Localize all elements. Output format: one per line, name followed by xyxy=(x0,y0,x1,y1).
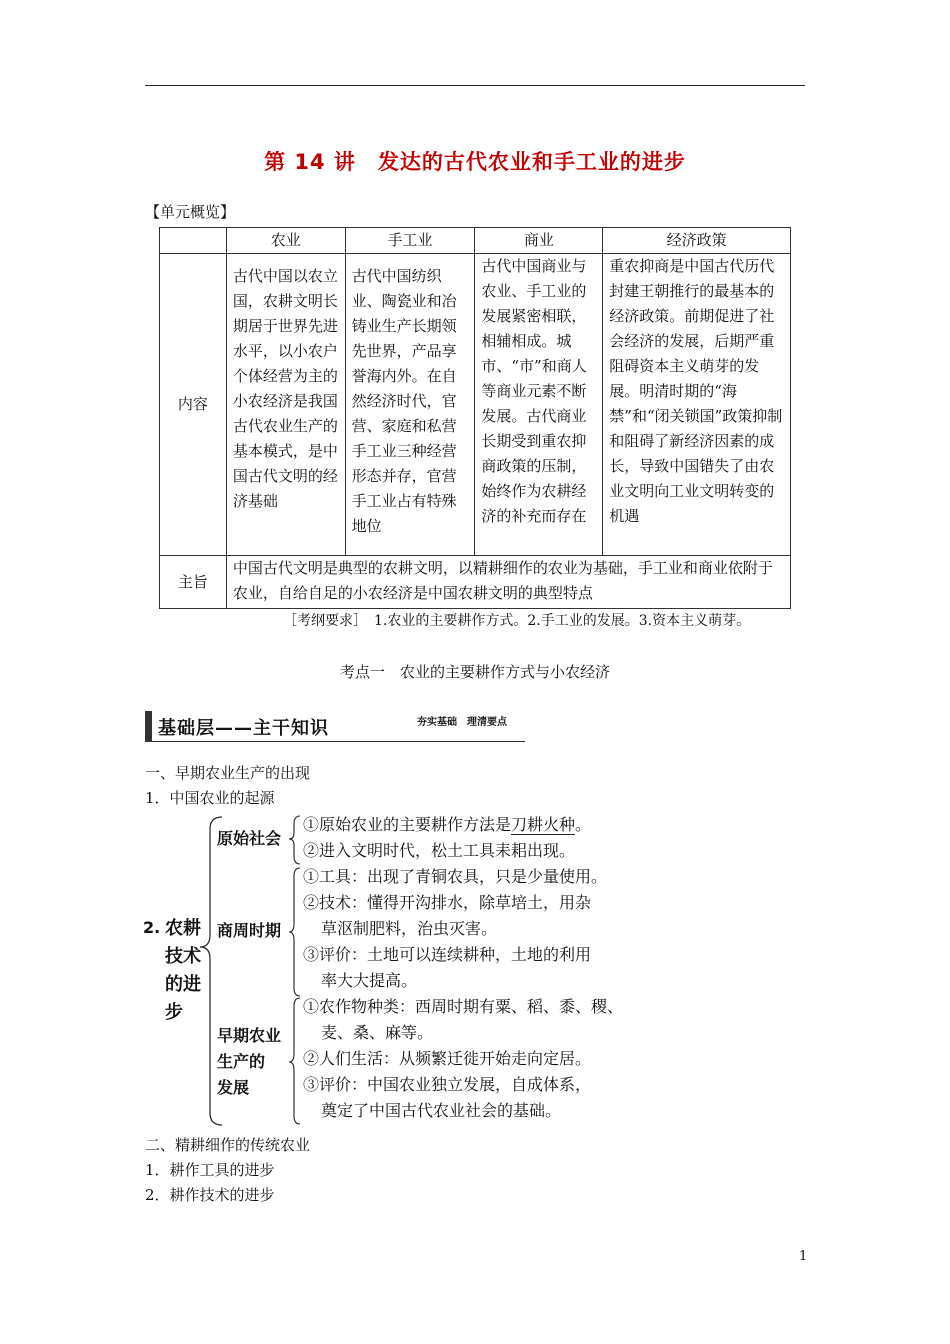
group-label-primitive: 原始社会 xyxy=(217,829,282,848)
item-text: 。 xyxy=(575,815,592,834)
group-item: ②进入文明时代，松土工具耒耜出现。 xyxy=(303,841,576,860)
group-item: ②人们生活：从频繁迁徙开始走向定居。 xyxy=(303,1049,592,1068)
group-item: 草沤制肥料，治虫灭害。 xyxy=(321,919,498,938)
content-economic-policy: 重农抑商是中国古代历代封建王朝推行的最基本的经济政策。前期促进了社会经济的发展，后期严重阻碍资本主义萌芽的发展。明清时期的“海禁”和“闭关锁国”政策抑制和阻碍了新经济因素的成长，导致中国错失了由农业文明向工业文明转变的机遇 xyxy=(603,254,791,556)
content-row-label: 内容 xyxy=(160,254,227,556)
page-number: 1 xyxy=(799,1249,808,1264)
outline-heading-1: 一、早期农业生产的出现 xyxy=(145,764,311,782)
theme-row-label: 主旨 xyxy=(160,556,227,609)
group-label-shangzhou: 商周时期 xyxy=(217,921,282,940)
group-item: ③评价：土地可以连续耕种，土地的利用 xyxy=(303,945,592,964)
item-text: ①原始农业的主要耕作方法是 xyxy=(303,815,512,834)
page-title: 第 14 讲 发达的古代农业和手工业的进步 xyxy=(264,150,686,174)
group-item: ②技术：懂得开沟排水，除草培土，用杂 xyxy=(303,893,592,912)
overview-label: 【单元概览】 xyxy=(145,203,236,221)
diagram-root-number: 2. xyxy=(143,918,161,937)
root-label-line: 技术 xyxy=(165,946,201,967)
exam-requirements: ［考纲要求］ 1.农业的主要耕作方式。2.手工业的发展。3.资本主义萌芽。 xyxy=(283,613,751,629)
header-economic-policy: 经济政策 xyxy=(603,228,791,254)
group-label-early-agriculture xyxy=(217,1023,281,1101)
diagram-root-label xyxy=(165,915,205,1027)
content-handicraft: 古代中国纺织业、陶瓷业和冶铸业生产长期领先世界，产品享誉海内外。在自然经济时代，官营、家庭和私营手工业三种经营形态并存，官营手工业占有特殊地位 xyxy=(345,254,475,556)
content-commerce: 古代中国商业与农业、手工业的发展紧密相联，相辅相成。城市、“市”和商人等商业元素不断发展。古代商业长期受到重农抑商政策的压制，始终作为农耕经济的补充而存在 xyxy=(475,254,603,556)
exam-point-heading: 考点一 农业的主要耕作方式与小农经济 xyxy=(339,663,610,681)
section-bar-subtitle: 夯实基础 理清要点 xyxy=(417,717,507,728)
outline-item-2-2: 2．耕作技术的进步 xyxy=(145,1186,275,1204)
theme-text: 中国古代文明是典型的农耕文明，以精耕细作的农业为基础，手工业和商业依附于农业，自给自足的小农经济是中国农耕文明的典型特点 xyxy=(226,556,790,609)
group-label-line: 早期农业 xyxy=(217,1026,282,1045)
brace-primitive xyxy=(289,816,300,864)
header-commerce: 商业 xyxy=(475,228,603,254)
outline-heading-2: 二、精耕细作的传统农业 xyxy=(145,1136,311,1154)
outline-item-2-1: 1．耕作工具的进步 xyxy=(145,1161,275,1179)
group-label-line: 生产的 xyxy=(217,1052,266,1071)
outline-item-1-1: 1．中国农业的起源 xyxy=(145,789,275,807)
brace-early-agriculture xyxy=(289,998,300,1124)
group-item: ①工具：出现了青铜农具，只是少量使用。 xyxy=(303,867,608,886)
group-item: ③评价：中国农业独立发展，自成体系， xyxy=(303,1075,592,1094)
group-item xyxy=(303,812,591,838)
group-item: ①农作物种类：西周时期有粟、稻、黍、稷、 xyxy=(303,997,624,1016)
content-agriculture: 古代中国以农立国，农耕文明长期居于世界先进水平，以小农户个体经营为主的小农经济是我国古代农业生产的基本模式，是中国古代文明的经济基础 xyxy=(226,254,345,556)
root-label-line: 农耕 xyxy=(165,918,201,939)
group-item: 麦、桑、麻等。 xyxy=(321,1023,434,1042)
root-label-line: 步 xyxy=(165,1002,183,1023)
section-bar-title: 基础层——主干知识 xyxy=(158,718,329,739)
root-label-line: 的进 xyxy=(165,974,201,995)
highlight-term: 刀耕火种 xyxy=(511,815,576,834)
group-item: 奠定了中国古代农业社会的基础。 xyxy=(321,1101,562,1120)
brace-shangzhou xyxy=(289,868,300,996)
header-agriculture: 农业 xyxy=(226,228,345,254)
header-handicraft: 手工业 xyxy=(345,228,475,254)
group-label-line: 发展 xyxy=(217,1078,250,1097)
group-item: 率大大提高。 xyxy=(321,971,418,990)
